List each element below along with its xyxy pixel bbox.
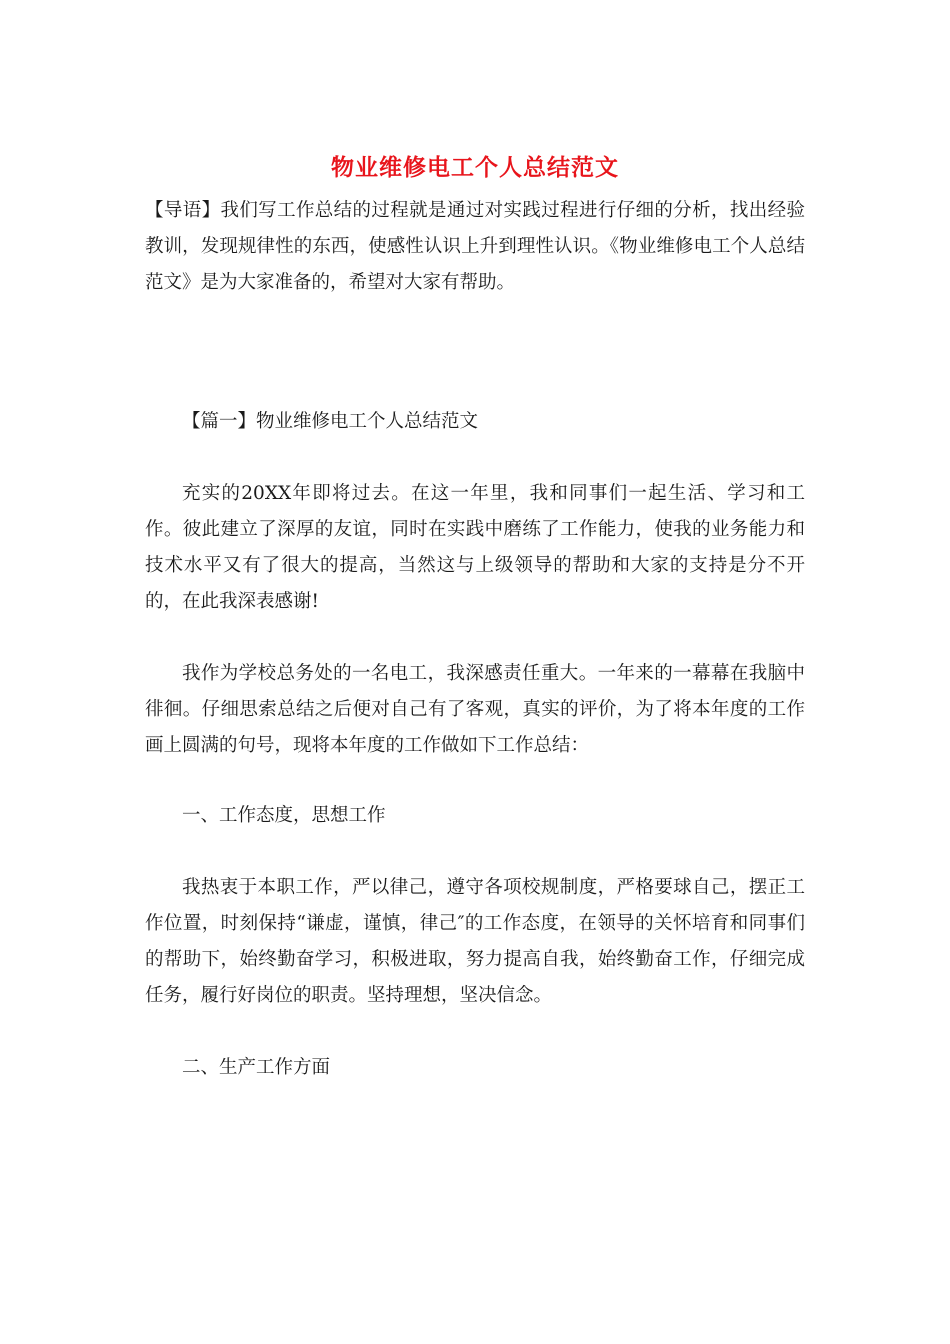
body-paragraph-2: 我作为学校总务处的一名电工，我深感责任重大。一年来的一幕幕在我脑中徘徊。仔细思索总结之后便对自己有了客观，真实的评价，为了将本年度的工作画上圆满的句号，现将本年度的工作做如下工作总结： (145, 663, 805, 756)
document-title: 物业维修电工个人总结范文 (331, 154, 619, 181)
body-paragraph-3: 我热衷于本职工作，严以律己，遵守各项校规制度，严格要球自己，摆正工作位置，时刻保持“谦虚，谨慎，律己″的工作态度，在领导的关怀培育和同事们的帮助下，始终勤奋学习，积极进取，努力提高自我，始终勤奋工作，仔细完成任务，履行好岗位的职责。坚持理想，坚决信念。 (145, 877, 805, 1006)
subheading-1: 一、工作态度，思想工作 (182, 805, 386, 826)
section-heading: 【篇一】物业维修电工个人总结范文 (182, 411, 479, 432)
subheading-2: 二、生产工作方面 (182, 1057, 331, 1078)
intro-paragraph: 【导语】我们写工作总结的过程就是通过对实践过程进行仔细的分析，找出经验教训，发现规律性的东西，使感性认识上升到理性认识。《物业维修电工个人总结范文》是为大家准备的，希望对大家有帮助。 (145, 200, 805, 293)
body-paragraph-1: 充实的20XX年即将过去。在这一年里，我和同事们一起生活、学习和工作。彼此建立了深厚的友谊，同时在实践中磨练了工作能力，使我的业务能力和技术水平又有了很大的提高，当然这与上级领导的帮助和大家的支持是分不开的，在此我深表感谢! (145, 483, 805, 612)
